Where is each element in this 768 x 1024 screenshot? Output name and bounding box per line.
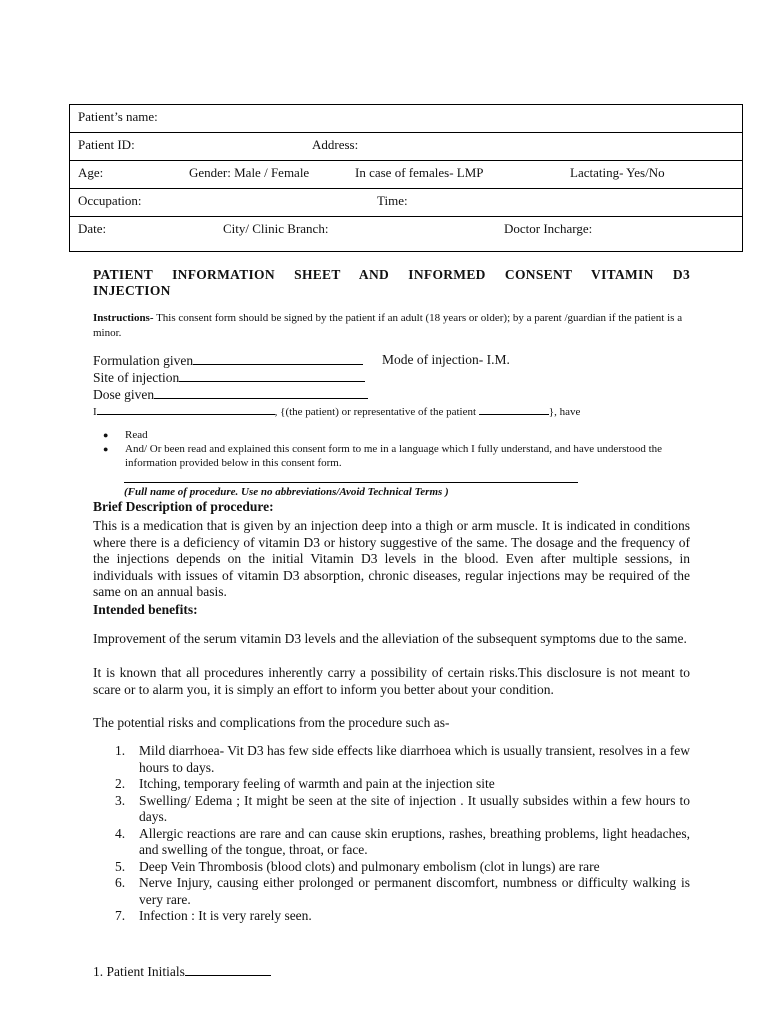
consent-statement-line bbox=[93, 402, 580, 418]
procedure-name-note: (Full name of procedure. Use no abbreviations/Avoid Technical Terms ) bbox=[124, 486, 449, 498]
age-label: Age: bbox=[78, 165, 104, 180]
list-item: 7. Infection : It is very rarely seen. bbox=[115, 908, 312, 923]
bullet-text: Read bbox=[125, 429, 148, 441]
intended-benefits-text: Improvement of the serum vitamin D3 levels and the alleviation of the subsequent symptoms due to the same. bbox=[93, 631, 687, 646]
city-branch-label: City/ Clinic Branch: bbox=[223, 221, 329, 236]
row-patient-id bbox=[70, 133, 742, 161]
patient-initials-blank[interactable] bbox=[185, 963, 271, 976]
patient-initials-field bbox=[93, 963, 271, 980]
list-item: 6. Nerve Injury, causing either prolonged or permanent discomfort, numbness or difficulty walking is very rare. bbox=[115, 875, 690, 907]
bullet-text: And/ Or been read and explained this consent form to me in a language which I fully understand, and have understood the information provided below in this consent form. bbox=[125, 443, 663, 469]
patient-id-label: Patient ID: bbox=[78, 137, 135, 152]
intended-benefits-heading: Intended benefits: bbox=[93, 602, 198, 617]
list-item: 2. Itching, temporary feeling of warmth and pain at the injection site bbox=[115, 776, 495, 791]
bullet-item bbox=[93, 442, 693, 470]
patient-representative-text: , {(the patient) or representative of the patient bbox=[274, 406, 477, 418]
patient-info-table bbox=[69, 104, 743, 252]
list-item: 3. Swelling/ Edema ; It might be seen at the site of injection . It usually subsides within a few hours to days. bbox=[115, 792, 690, 824]
dose-blank[interactable] bbox=[154, 386, 368, 399]
bullet-item bbox=[93, 428, 693, 442]
list-item: 5. Deep Vein Thrombosis (blood clots) and pulmonary embolism (clot in lungs) are rare bbox=[115, 858, 600, 874]
risks-list bbox=[93, 743, 690, 925]
bullet-dot-icon: ● bbox=[103, 444, 109, 454]
dose-field bbox=[93, 386, 368, 403]
have-text: }, have bbox=[548, 406, 581, 418]
time-label: Time: bbox=[377, 193, 408, 208]
patient-name-label: Patient’s name: bbox=[78, 109, 158, 124]
site-field bbox=[93, 369, 365, 386]
row-patient-name bbox=[70, 105, 742, 133]
row-age-gender bbox=[70, 161, 742, 189]
instructions-text: This consent form should be signed by the patient if an adult (18 years or older); by a parent /guardian if the patient is a minor. bbox=[93, 312, 683, 339]
document-title-continued: INJECTION bbox=[93, 283, 171, 298]
consent-bullets bbox=[93, 428, 693, 470]
formulation-blank[interactable] bbox=[193, 352, 363, 365]
row-occupation bbox=[70, 189, 742, 217]
list-item: 1. Mild diarrhoea- Vit D3 has few side effects like diarrhoea which is usually transient, resolves in a few hours to days. bbox=[115, 743, 690, 775]
patient-name-blank[interactable] bbox=[97, 402, 275, 415]
i-prefix: I bbox=[93, 406, 97, 418]
brief-description-text: This is a medication that is given by an injection deep into a thigh or arm muscle. It is indicated in conditions where there is a deficiency of vitamin D3 or history suggestive of the same. The dosage and the frequency of the injections depends on the initial Vitamin D3 levels in the blood. Even after multiple sessions, in individuals with issues of vitamin D3 absorption, chronic diseases, regular injections may be required of the same on an annual basis. bbox=[93, 518, 690, 599]
site-label: Site of injection bbox=[93, 370, 180, 385]
row-date bbox=[70, 217, 742, 251]
representative-blank[interactable] bbox=[479, 402, 549, 415]
mode-of-injection: Mode of injection- I.M. bbox=[382, 352, 510, 367]
risk-lead-text: The potential risks and complications from the procedure such as- bbox=[93, 715, 450, 730]
instructions bbox=[93, 311, 693, 341]
doctor-incharge-label: Doctor Incharge: bbox=[504, 221, 593, 236]
site-blank[interactable] bbox=[179, 369, 365, 382]
instructions-label: Instructions- bbox=[93, 312, 154, 324]
formulation-label: Formulation given bbox=[93, 353, 194, 368]
procedure-name-blank[interactable] bbox=[124, 482, 578, 483]
gender-label: Gender: Male / Female bbox=[189, 165, 310, 180]
formulation-field bbox=[93, 352, 363, 369]
document-title: PATIENT INFORMATION SHEET AND INFORMED CONSENT VITAMIN D3 bbox=[93, 267, 690, 282]
lmp-label: In case of females- LMP bbox=[355, 165, 484, 180]
list-item: 4. Allergic reactions are rare and can cause skin eruptions, rashes, breathing problems, light headaches, and swelling of the tongue, throat, or face. bbox=[115, 825, 690, 857]
dose-label: Dose given bbox=[93, 387, 155, 402]
lactating-label: Lactating- Yes/No bbox=[570, 165, 665, 180]
address-label: Address: bbox=[312, 137, 359, 152]
risk-disclosure-text: It is known that all procedures inherently carry a possibility of certain risks.This disclosure is not meant to scare or to alarm you, it is simply an effort to inform you better about your condition. bbox=[93, 665, 690, 697]
bullet-dot-icon: ● bbox=[103, 430, 109, 440]
brief-description-heading: Brief Description of procedure: bbox=[93, 499, 274, 514]
patient-initials-label: 1. Patient Initials bbox=[93, 964, 185, 979]
occupation-label: Occupation: bbox=[78, 193, 142, 208]
date-label: Date: bbox=[78, 221, 107, 236]
